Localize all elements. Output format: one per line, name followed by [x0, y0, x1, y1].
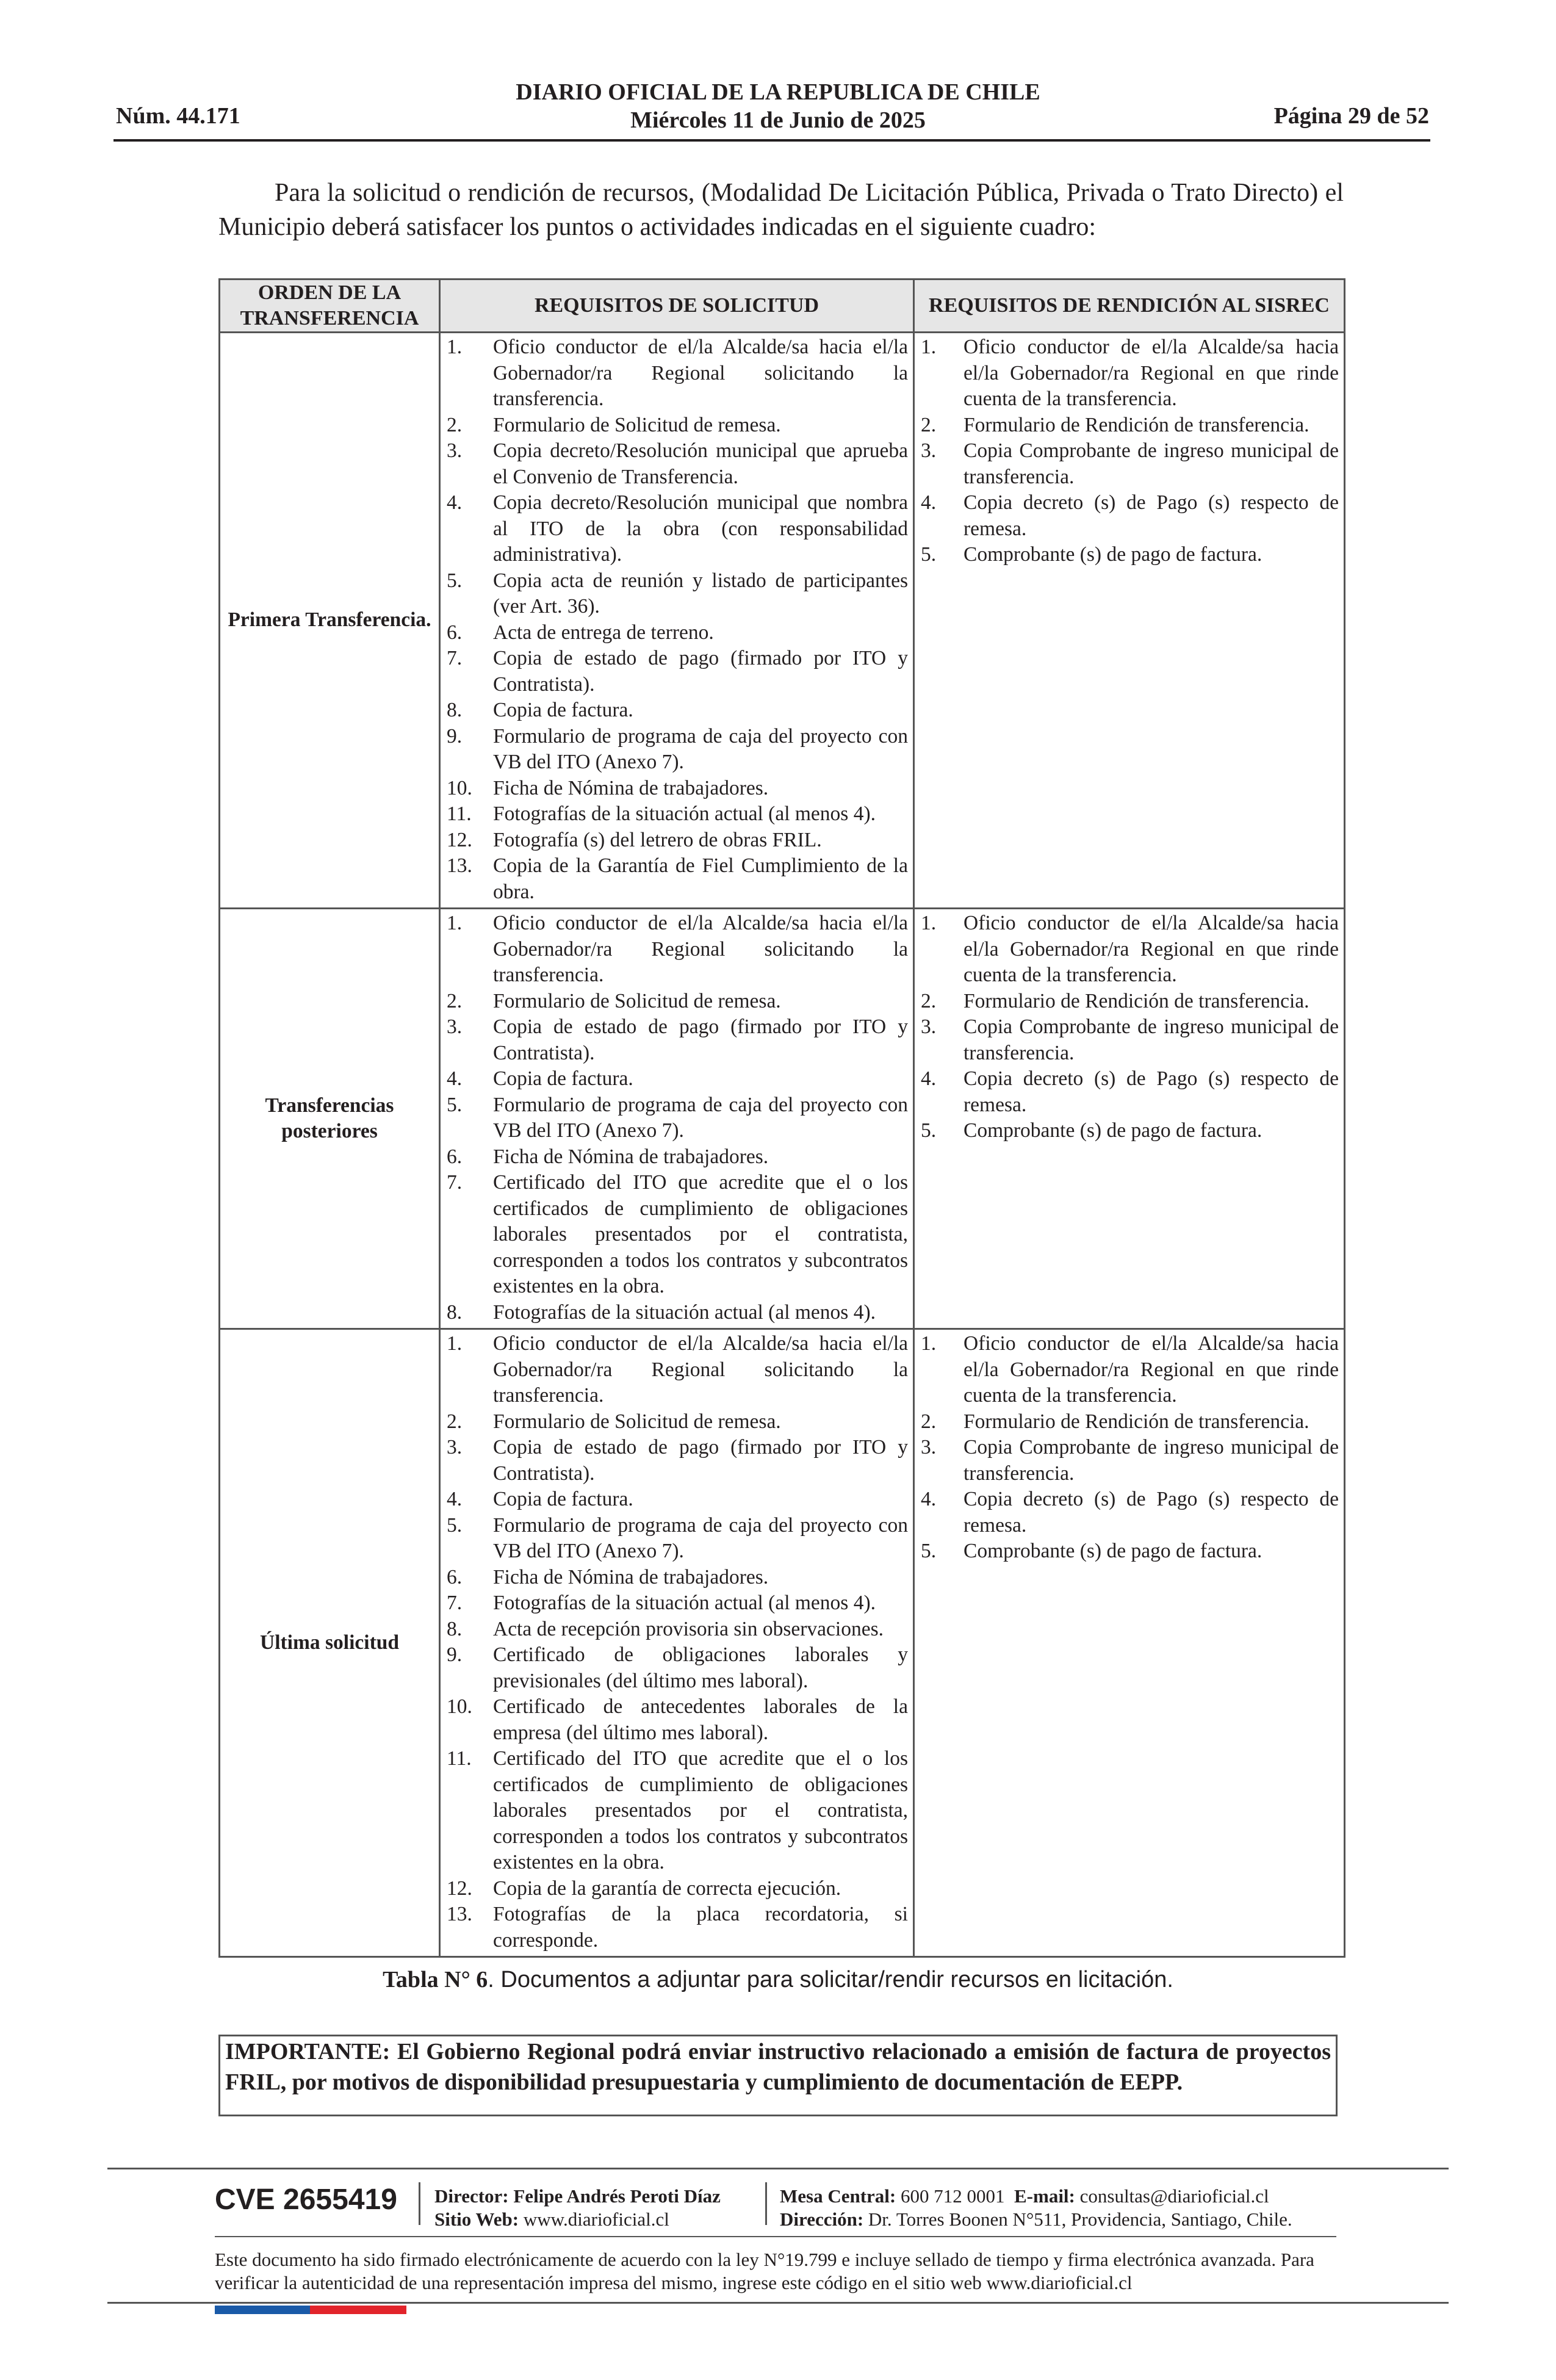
header-orden: ORDEN DE LA TRANSFERENCIA: [220, 279, 440, 333]
list-item: [921, 334, 1339, 413]
item-text: Formulario de Rendición de transferencia.: [963, 989, 1309, 1012]
list-item: [447, 438, 908, 490]
list-item: [447, 1409, 908, 1435]
website-label: Sitio Web:: [434, 2209, 519, 2230]
item-number: 1.: [447, 336, 463, 358]
list-item: [447, 1331, 908, 1409]
list-item: [921, 1066, 1339, 1118]
list-item: [447, 490, 908, 568]
publication-date: Miércoles 11 de Junio de 2025: [630, 107, 926, 133]
item-text: Copia decreto/Resolución municipal que nombra al ITO de la obra (con responsabilidad administrativa).: [493, 491, 908, 566]
issue-number: Núm. 44.171: [116, 103, 240, 129]
item-text: Acta de recepción provisoria sin observaciones.: [493, 1617, 884, 1640]
table-header-row: [220, 279, 1345, 333]
list-item: [921, 989, 1339, 1015]
item-number: 4.: [921, 1067, 937, 1090]
important-notice: IMPORTANTE: El Gobierno Regional podrá enviar instructivo relacionado a emisión de factura de proyectos FRIL, por motivos de disponibilidad presupuestaria y cumplimiento de documentación de EEPP.: [218, 2035, 1338, 2116]
item-text: Ficha de Nómina de trabajadores.: [493, 776, 769, 799]
publication-title: DIARIO OFICIAL DE LA REPUBLICA DE CHILE: [516, 79, 1040, 105]
list-item: [447, 911, 908, 989]
list-item: [447, 646, 908, 698]
item-text: Copia decreto/Resolución municipal que aprueba el Convenio de Transferencia.: [493, 439, 908, 488]
item-text: Formulario de Rendición de transferencia.: [963, 1410, 1309, 1433]
item-text: Oficio conductor de el/la Alcalde/sa hacia el/la Gobernador/ra Regional solicitando la transferencia.: [493, 336, 908, 410]
item-number: 3.: [447, 1436, 463, 1459]
item-text: Copia de factura.: [493, 1488, 633, 1510]
list-item: [921, 490, 1339, 542]
item-text: Formulario de programa de caja del proyecto con VB del ITO (Anexo 7).: [493, 1513, 908, 1562]
address-text: Dr. Torres Boonen N°511, Providencia, Santiago, Chile.: [868, 2209, 1292, 2230]
item-number: 9.: [447, 1643, 463, 1666]
list-item: [447, 1092, 908, 1144]
item-number: 2.: [921, 989, 937, 1012]
item-text: Copia decreto (s) de Pago (s) respecto de remesa.: [963, 491, 1339, 540]
item-text: Copia decreto (s) de Pago (s) respecto de remesa.: [963, 1488, 1339, 1537]
item-number: 1.: [447, 1332, 463, 1355]
flag-stripe-red: [310, 2306, 406, 2314]
footer-separator: [419, 2182, 420, 2225]
list-item: [447, 1902, 908, 1953]
item-number: 5.: [921, 1540, 937, 1562]
list-item: [447, 1144, 908, 1170]
item-text: Fotografías de la placa recordatoria, si corresponde.: [493, 1903, 908, 1952]
list-item: [447, 1617, 908, 1643]
director-label: Director:: [434, 2185, 509, 2207]
item-text: Formulario de programa de caja del proyecto con VB del ITO (Anexo 7).: [493, 724, 908, 773]
item-number: 12.: [447, 1877, 472, 1900]
item-number: 5.: [921, 543, 937, 566]
list-item: [447, 698, 908, 724]
item-text: Copia de factura.: [493, 1067, 633, 1090]
item-number: 3.: [921, 439, 937, 462]
intro-text: Para la solicitud o rendición de recursos, (Modalidad De Licitación Pública, Privada o Trato Directo) el Municipio deberá satisfacer los puntos o actividades indicadas en el siguiente cuadro:: [218, 179, 1344, 241]
item-number: 12.: [447, 828, 472, 851]
list-item: [921, 438, 1339, 490]
list-item: [921, 1409, 1339, 1435]
item-text: Formulario de Rendición de transferencia.: [963, 413, 1309, 436]
item-number: 3.: [921, 1436, 937, 1459]
stage-cell: Primera Transferencia.: [220, 333, 440, 909]
list-item: [921, 1487, 1339, 1538]
item-number: 5.: [447, 1093, 463, 1116]
item-number: 4.: [921, 1488, 937, 1510]
item-text: Fotografías de la situación actual (al menos 4).: [493, 802, 876, 825]
solicitud-cell: [440, 333, 914, 909]
solicitud-list: [447, 911, 908, 1325]
list-item: [447, 1746, 908, 1876]
rendicion-list: [921, 334, 1339, 568]
item-text: Copia de factura.: [493, 699, 633, 721]
table-row: [220, 1329, 1345, 1957]
item-number: 5.: [921, 1119, 937, 1142]
email-link[interactable]: consultas@diarioficial.cl: [1079, 2185, 1269, 2207]
item-text: Formulario de Solicitud de remesa.: [493, 989, 781, 1012]
list-item: [921, 413, 1339, 439]
item-number: 13.: [447, 854, 472, 877]
header-divider: [113, 139, 1430, 142]
item-number: 1.: [447, 912, 463, 934]
item-number: 4.: [447, 1067, 463, 1090]
intro-paragraph: [218, 176, 1344, 244]
caption-label: Tabla N° 6: [383, 1967, 488, 1992]
list-item: [447, 1487, 908, 1513]
solicitud-list: [447, 334, 908, 905]
item-number: 8.: [447, 1617, 463, 1640]
list-item: [447, 1513, 908, 1565]
list-item: [447, 828, 908, 854]
solicitud-list: [447, 1331, 908, 1953]
item-text: Copia de estado de pago (firmado por ITO y Contratista).: [493, 1015, 908, 1064]
item-number: 13.: [447, 1903, 472, 1925]
item-number: 4.: [447, 491, 463, 514]
list-item: [921, 1538, 1339, 1565]
item-number: 11.: [447, 802, 472, 825]
item-number: 6.: [447, 621, 463, 644]
list-item: [447, 1170, 908, 1300]
item-text: Oficio conductor de el/la Alcalde/sa hacia el/la Gobernador/ra Regional en que rinde cuenta de la transferencia.: [963, 912, 1339, 986]
item-text: Oficio conductor de el/la Alcalde/sa hacia el/la Gobernador/ra Regional en que rinde cuenta de la transferencia.: [963, 1332, 1339, 1407]
address-label: Dirección:: [780, 2209, 864, 2230]
item-text: Copia de la Garantía de Fiel Cumplimiento de la obra.: [493, 854, 908, 903]
item-text: Ficha de Nómina de trabajadores.: [493, 1145, 769, 1168]
list-item: [447, 568, 908, 620]
footer-director-block: [434, 2185, 721, 2231]
item-text: Comprobante (s) de pago de factura.: [963, 1540, 1262, 1562]
list-item: [447, 1300, 908, 1326]
item-number: 2.: [447, 1410, 463, 1433]
item-number: 5.: [447, 1513, 463, 1537]
list-item: [447, 801, 908, 828]
item-text: Copia de estado de pago (firmado por ITO y Contratista).: [493, 647, 908, 696]
legal-notice: Este documento ha sido firmado electrónicamente de acuerdo con la ley N°19.799 e incluye sellado de tiempo y firma electrónica avanzada. Para verificar la autenticidad de una representación impresa del mismo, ingrese este código en el sitio web www.diarioficial.cl: [215, 2249, 1314, 2293]
requirements-table: [218, 278, 1345, 1958]
list-item: [447, 413, 908, 439]
list-item: [447, 1694, 908, 1746]
list-item: [921, 542, 1339, 568]
rendicion-cell: [914, 333, 1345, 909]
footer-divider-bottom: [107, 2302, 1449, 2304]
item-number: 3.: [447, 439, 463, 462]
list-item: [447, 1642, 908, 1694]
solicitud-cell: [440, 1329, 914, 1957]
list-item: [447, 1435, 908, 1487]
rendicion-list: [921, 911, 1339, 1144]
item-number: 8.: [447, 1300, 463, 1324]
page-number: Página 29 de 52: [1273, 103, 1429, 129]
item-text: Fotografías de la situación actual (al menos 4).: [493, 1592, 876, 1614]
item-number: 7.: [447, 647, 463, 669]
mesa-label: Mesa Central:: [780, 2185, 896, 2207]
item-text: Formulario de programa de caja del proyecto con VB del ITO (Anexo 7).: [493, 1093, 908, 1142]
table-row: [220, 909, 1345, 1329]
item-text: Copia Comprobante de ingreso municipal de transferencia.: [963, 1436, 1339, 1485]
footer-separator: [765, 2182, 767, 2225]
item-number: 4.: [921, 491, 937, 514]
item-number: 11.: [447, 1747, 472, 1770]
rendicion-cell: [914, 909, 1345, 1329]
stage-cell: Transferencias posteriores: [220, 909, 440, 1329]
list-item: [921, 911, 1339, 989]
item-number: 6.: [447, 1145, 463, 1168]
item-text: Oficio conductor de el/la Alcalde/sa hacia el/la Gobernador/ra Regional solicitando la transferencia.: [493, 912, 908, 986]
item-text: Ficha de Nómina de trabajadores.: [493, 1565, 769, 1588]
item-text: Acta de entrega de terreno.: [493, 621, 714, 644]
footer-divider-top: [107, 2168, 1449, 2169]
rendicion-list: [921, 1331, 1339, 1565]
list-item: [921, 1014, 1339, 1066]
stage-cell: Última solicitud: [220, 1329, 440, 1957]
table-caption: [0, 1966, 1556, 1993]
item-text: Oficio conductor de el/la Alcalde/sa hacia el/la Gobernador/ra Regional solicitando la transferencia.: [493, 1332, 908, 1407]
email-label: E-mail:: [1014, 2185, 1075, 2207]
list-item: [447, 1066, 908, 1092]
list-item: [447, 724, 908, 776]
footer-divider-mid: [215, 2236, 1336, 2237]
list-item: [447, 1876, 908, 1902]
item-number: 4.: [447, 1488, 463, 1510]
item-number: 7.: [447, 1592, 463, 1614]
item-text: Certificado de antecedentes laborales de la empresa (del último mes laboral).: [493, 1695, 908, 1744]
header-solicitud: REQUISITOS DE SOLICITUD: [440, 279, 914, 333]
list-item: [447, 853, 908, 905]
flag-stripe-blue: [215, 2306, 310, 2314]
list-item: [447, 1014, 908, 1066]
mesa-phone: 600 712 0001: [901, 2185, 1005, 2207]
item-text: Copia decreto (s) de Pago (s) respecto de remesa.: [963, 1067, 1339, 1116]
item-text: Certificado del ITO que acredite que el o los certificados de cumplimiento de obligaciones laborales presentados por el contratista, corresponden a todos los contratos y subcontratos existentes en la obra.: [493, 1171, 908, 1297]
cve-code: CVE 2655419: [215, 2183, 397, 2216]
item-number: 2.: [921, 413, 937, 436]
item-text: Copia Comprobante de ingreso municipal de transferencia.: [963, 439, 1339, 488]
rendicion-cell: [914, 1329, 1345, 1957]
item-number: 3.: [447, 1015, 463, 1038]
list-item: [447, 1590, 908, 1617]
item-number: 5.: [447, 569, 463, 592]
item-text: Comprobante (s) de pago de factura.: [963, 1119, 1262, 1142]
item-number: 3.: [921, 1015, 937, 1038]
item-text: Copia acta de reunión y listado de participantes (ver Art. 36).: [493, 569, 908, 618]
item-text: Fotografías de la situación actual (al menos 4).: [493, 1300, 876, 1324]
item-number: 10.: [447, 1695, 472, 1718]
item-text: Copia de la garantía de correcta ejecución.: [493, 1877, 841, 1900]
item-number: 2.: [447, 989, 463, 1012]
list-item: [921, 1331, 1339, 1409]
item-number: 2.: [921, 1410, 937, 1433]
list-item: [447, 989, 908, 1015]
table-row: [220, 333, 1345, 909]
list-item: [447, 776, 908, 802]
caption-text: . Documentos a adjuntar para solicitar/rendir recursos en licitación.: [488, 1967, 1173, 1992]
item-text: Formulario de Solicitud de remesa.: [493, 413, 781, 436]
list-item: [921, 1435, 1339, 1487]
item-text: Copia de estado de pago (firmado por ITO y Contratista).: [493, 1436, 908, 1485]
list-item: [447, 334, 908, 413]
item-number: 6.: [447, 1565, 463, 1588]
item-text: Certificado de obligaciones laborales y previsionales (del último mes laboral).: [493, 1643, 908, 1692]
item-text: Comprobante (s) de pago de factura.: [963, 543, 1262, 566]
item-number: 10.: [447, 776, 472, 799]
item-number: 7.: [447, 1171, 463, 1194]
item-number: 1.: [921, 912, 937, 934]
item-number: 1.: [921, 1332, 937, 1355]
header-rendicion: REQUISITOS DE RENDICIÓN AL SISREC: [914, 279, 1345, 333]
list-item: [447, 620, 908, 646]
list-item: [921, 1118, 1339, 1144]
footer-contact-block: [780, 2185, 1292, 2231]
website-link[interactable]: www.diarioficial.cl: [523, 2209, 669, 2230]
item-number: 8.: [447, 699, 463, 721]
table-body: [220, 333, 1345, 1957]
item-number: 2.: [447, 413, 463, 436]
item-text: Certificado del ITO que acredite que el o los certificados de cumplimiento de obligaciones laborales presentados por el contratista, corresponden a todos los contratos y subcontratos existentes en la obra.: [493, 1747, 908, 1873]
item-text: Formulario de Solicitud de remesa.: [493, 1410, 781, 1433]
item-number: 1.: [921, 336, 937, 358]
item-text: Copia Comprobante de ingreso municipal de transferencia.: [963, 1015, 1339, 1064]
item-number: 9.: [447, 724, 463, 748]
item-text: Fotografía (s) del letrero de obras FRIL.: [493, 828, 822, 851]
director-name: Felipe Andrés Peroti Díaz: [513, 2185, 721, 2207]
item-text: Oficio conductor de el/la Alcalde/sa hacia el/la Gobernador/ra Regional en que rinde cuenta de la transferencia.: [963, 336, 1339, 410]
solicitud-cell: [440, 909, 914, 1329]
list-item: [447, 1565, 908, 1591]
